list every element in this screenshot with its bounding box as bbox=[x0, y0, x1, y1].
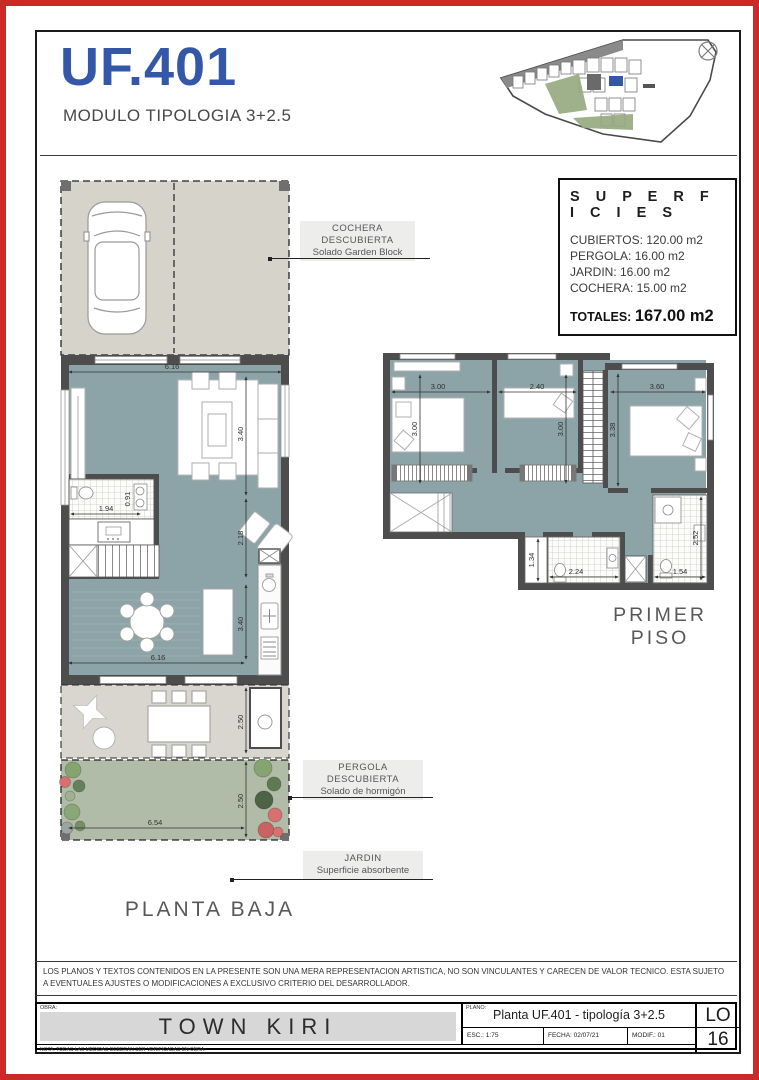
dim-text: 3.40 bbox=[236, 616, 245, 632]
dim-text: 2.50 bbox=[236, 714, 245, 730]
title-block bbox=[35, 1002, 737, 1053]
dim-text: 3.00 bbox=[410, 421, 419, 437]
pergola-label: PERGOLA DESCUBIERTA Solado de hormigón bbox=[303, 760, 423, 800]
dim-text: 0.91 bbox=[123, 491, 132, 507]
stairs-pb bbox=[69, 545, 159, 577]
site-plan-thumbnail bbox=[483, 18, 735, 152]
superficie-cubiertos: CUBIERTOS: 120.00 m2 bbox=[570, 233, 703, 247]
dim-text: 1.54 bbox=[672, 567, 688, 576]
cochera-area bbox=[61, 181, 289, 355]
jardin-label: JARDIN Superficie absorbente bbox=[303, 851, 423, 879]
disclaimer-text: LOS PLANOS Y TEXTOS CONTENIDOS EN LA PRESENTE SON UNA MERA REPRESENTACION ARTISTICA, NO SON VINCULANTES Y CARECEN DE VALOR TECNICO. ESTA SUJETO A EVENTUALES AJUSTES O MODIFICACIONES A EXCLUSIVO CRITERIO DEL DESARROLLADOR. bbox=[35, 961, 737, 996]
pergola-leader bbox=[290, 797, 433, 798]
dim-text: 2.40 bbox=[529, 382, 545, 391]
planta-baja-title: PLANTA BAJA bbox=[124, 898, 296, 921]
dim-text: 1.34 bbox=[527, 552, 536, 568]
cochera-leader bbox=[270, 258, 430, 259]
plano-label: PLANO: bbox=[466, 1005, 487, 1011]
jardin-leader bbox=[232, 879, 433, 880]
dim-text: 3.38 bbox=[608, 422, 617, 438]
cochera-label: COCHERA DESCUBIERTA Solado Garden Block bbox=[300, 221, 415, 261]
superficies-total-label: TOTALES: bbox=[570, 310, 632, 325]
bathroom-pb bbox=[69, 479, 154, 519]
planta-baja-drawing bbox=[55, 175, 305, 925]
title-block-plano-cell bbox=[461, 1004, 695, 1044]
landing-pp bbox=[390, 493, 452, 532]
superficie-jardin: JARDIN: 16.00 m2 bbox=[570, 265, 671, 280]
dim-text: 3.00 bbox=[430, 382, 446, 391]
pergola-storage bbox=[250, 688, 281, 748]
dim-text: 6.16 bbox=[150, 653, 166, 662]
dim-text: 6.16 bbox=[164, 362, 180, 371]
pergola-area bbox=[61, 685, 289, 758]
highlighted-unit bbox=[609, 76, 623, 86]
dim-text: 2.18 bbox=[236, 530, 245, 546]
sheet-code-bottom: 16 bbox=[697, 1027, 739, 1052]
header-divider bbox=[40, 155, 737, 156]
escala-value: ESC.: 1:75 bbox=[467, 1032, 499, 1039]
bathroom1-pp bbox=[548, 537, 620, 583]
dim-text: 2.52 bbox=[691, 530, 700, 546]
project-name: TOWN KIRI bbox=[40, 1012, 456, 1041]
page-subtitle: MODULO TIPOLOGIA 3+2.5 bbox=[63, 106, 292, 125]
dim-text: 3.60 bbox=[649, 382, 665, 391]
modif-value: MODIF.: 01 bbox=[627, 1027, 695, 1044]
title-block-obra-cell bbox=[37, 1004, 461, 1044]
dim-text: 2.50 bbox=[236, 793, 245, 809]
page-title: UF.401 bbox=[60, 37, 238, 97]
superficie-pergola: PERGOLA: 16.00 m2 bbox=[570, 249, 685, 264]
dim-text: 2.24 bbox=[568, 567, 584, 576]
nota-text: NOTA: TODAS LAS MEDIDAS DEBERAN SER VERIFICADAS EN OBRA. bbox=[37, 1044, 695, 1052]
superficies-total-value: 167.00 m2 bbox=[634, 307, 714, 326]
primer-piso-drawing bbox=[375, 345, 750, 640]
plano-title: Planta UF.401 - tipología 3+2.5 bbox=[493, 1008, 665, 1022]
superficies-title: S U P E R F I C I E S bbox=[570, 189, 715, 221]
dim-text: 1.94 bbox=[98, 504, 114, 513]
obra-label: OBRA: bbox=[40, 1005, 58, 1011]
dim-text: 6.54 bbox=[147, 818, 163, 827]
sheet-number-cell bbox=[695, 1004, 739, 1052]
dim-text: 3.40 bbox=[236, 426, 245, 442]
laundry-pb bbox=[69, 519, 154, 545]
superficie-cochera: COCHERA: 15.00 m2 bbox=[570, 281, 687, 296]
fecha-value: FECHA: 02/07/21 bbox=[543, 1027, 627, 1044]
dim-text: 3.00 bbox=[556, 421, 565, 437]
sheet-code-top: LO bbox=[705, 1005, 731, 1026]
car-icon bbox=[84, 202, 150, 334]
primer-piso-title: PRIMER PISO bbox=[613, 604, 707, 649]
superficies-box bbox=[558, 178, 737, 336]
